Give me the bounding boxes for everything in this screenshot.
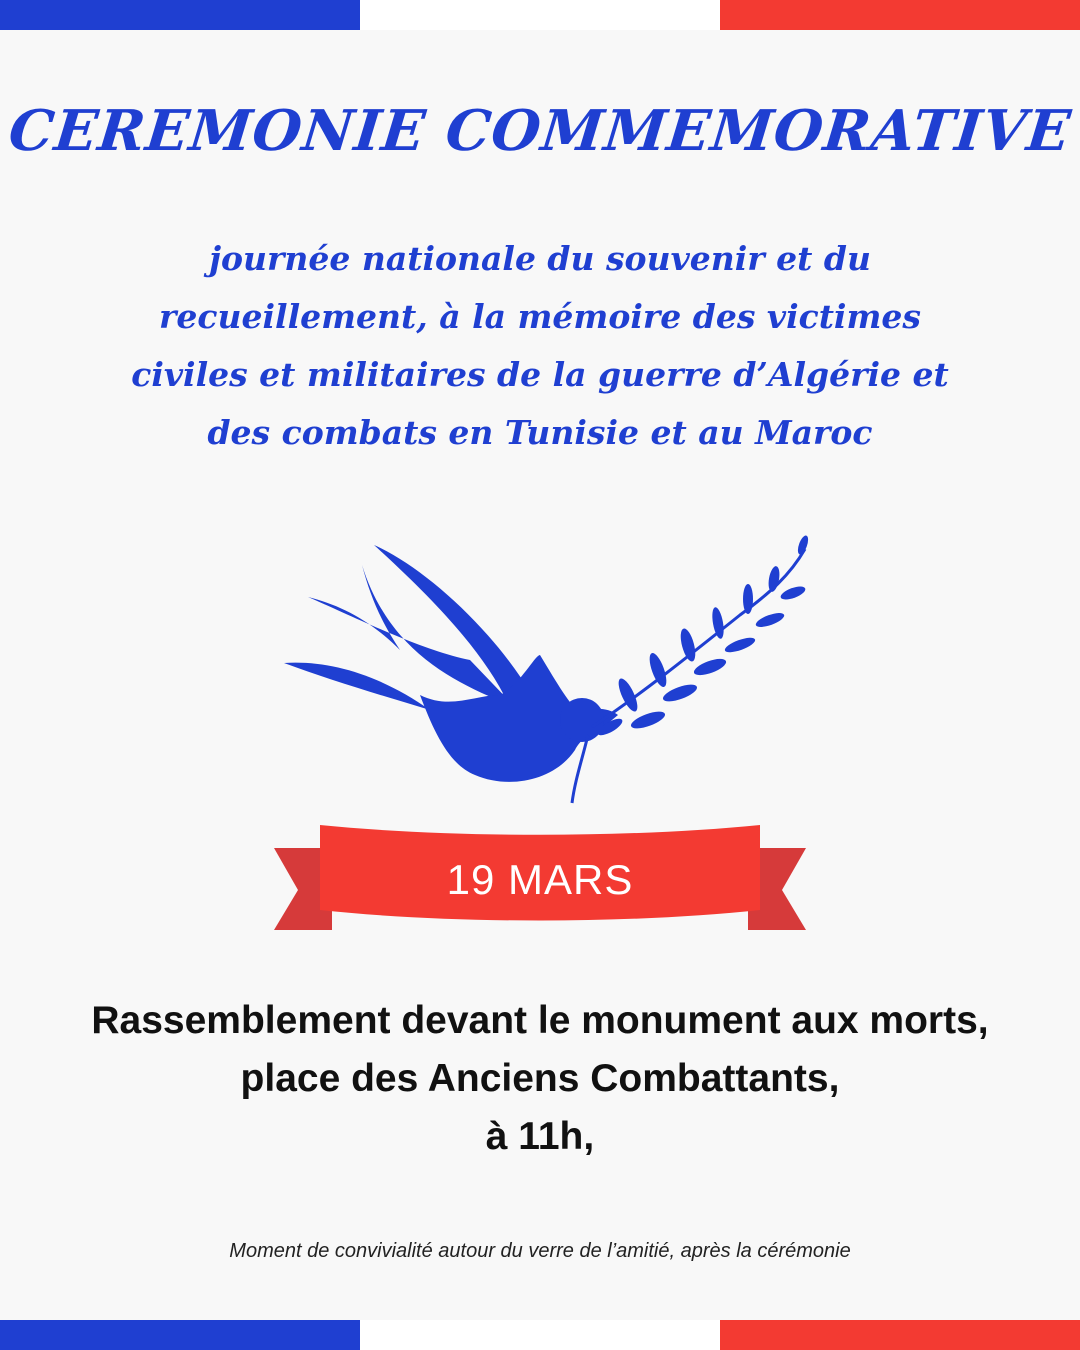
gathering-line: place des Anciens Combattants,	[240, 1057, 840, 1100]
page-title: CEREMONIE COMMEMORATIVE	[5, 98, 1075, 164]
flag-white-segment	[360, 1320, 720, 1350]
flag-bar-bottom	[0, 1320, 1080, 1350]
date-label: 19 MARS	[446, 856, 634, 903]
subtitle-line: journée nationale du souvenir et du	[209, 239, 871, 278]
gathering-info	[0, 992, 1080, 1166]
flag-white-segment	[360, 0, 720, 30]
subtitle-line: recueillement, à la mémoire des victimes	[159, 297, 921, 336]
flag-red-segment	[720, 1320, 1080, 1350]
flag-red-segment	[720, 0, 1080, 30]
dove-icon	[284, 545, 618, 782]
flag-bar-top	[0, 0, 1080, 30]
gathering-line: Rassemblement devant le monument aux morts,	[91, 999, 989, 1042]
gathering-line: à 11h,	[485, 1115, 595, 1158]
subtitle-text	[100, 230, 980, 462]
subtitle-line: civiles et militaires de la guerre d’Algérie et	[131, 355, 949, 394]
flag-blue-segment	[0, 0, 360, 30]
subtitle-line: des combats en Tunisie et au Maroc	[207, 413, 873, 452]
dove-svg	[270, 535, 830, 815]
flag-blue-segment	[0, 1320, 360, 1350]
footer-note: Moment de convivialité autour du verre de l’amitié, après la cérémonie	[229, 1240, 851, 1262]
olive-leaves	[595, 535, 810, 738]
dove-with-olive-branch-icon	[270, 535, 830, 815]
